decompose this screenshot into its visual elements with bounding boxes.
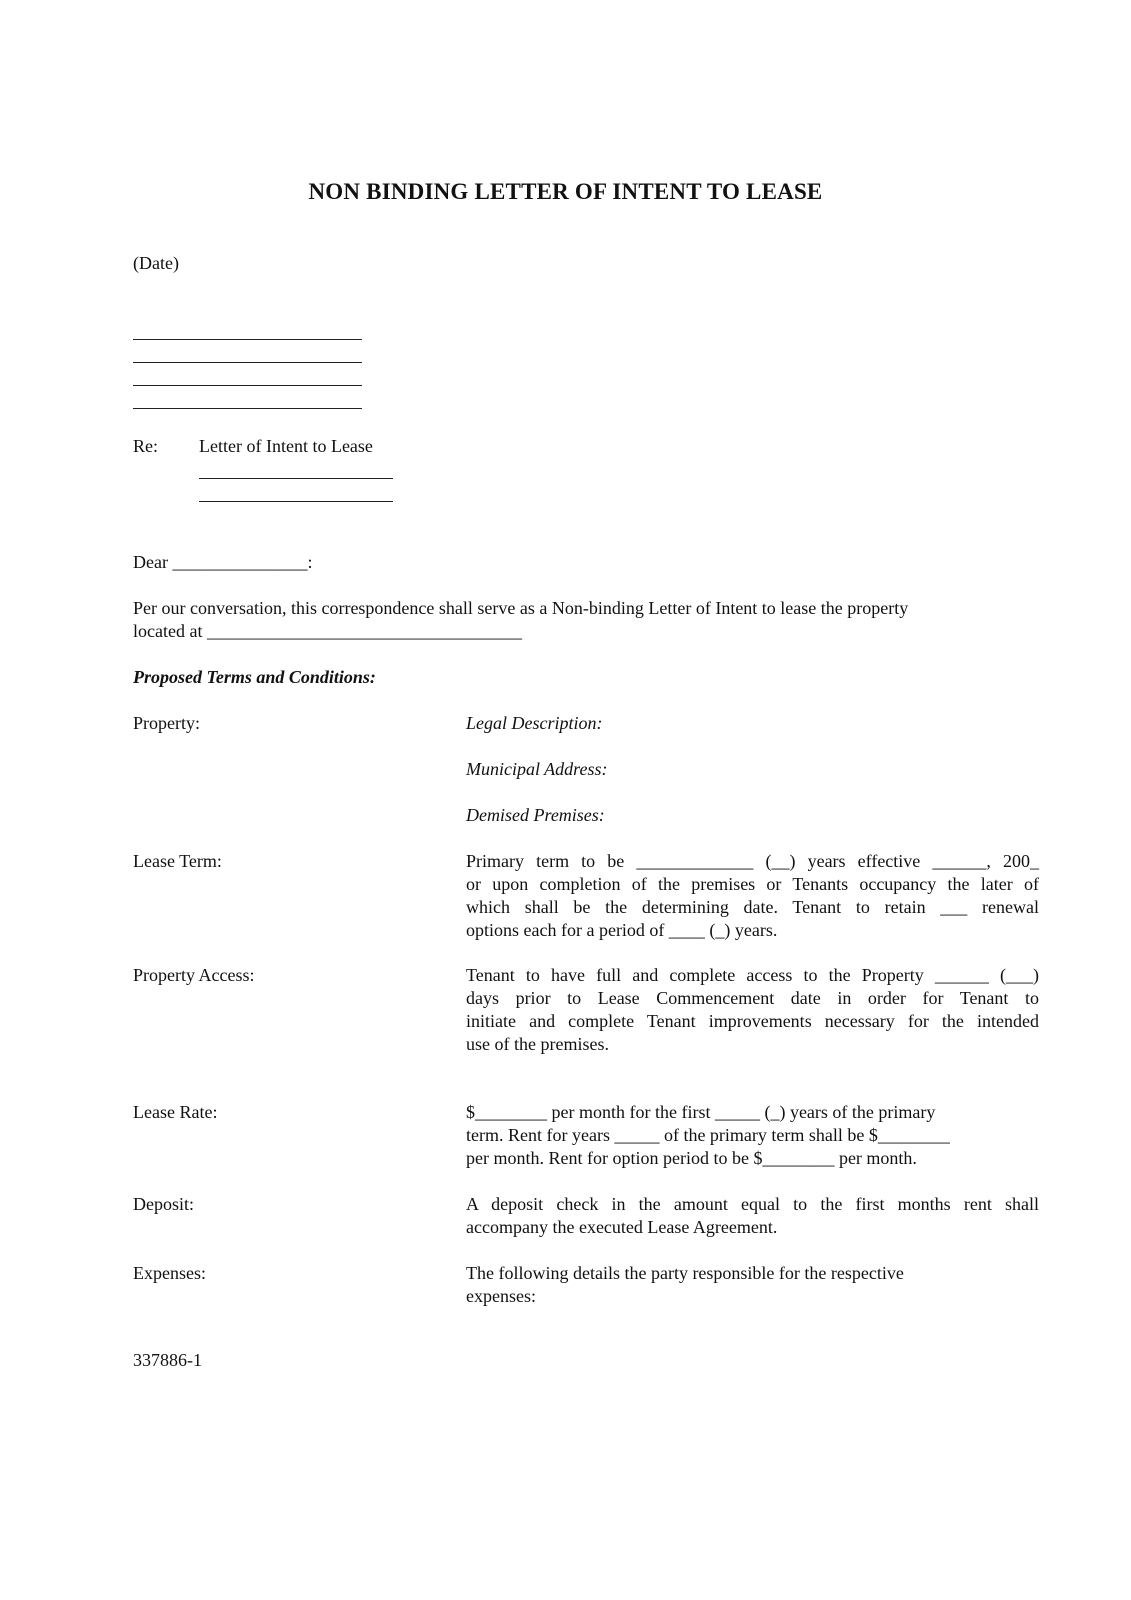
terms-heading: Proposed Terms and Conditions:: [133, 667, 376, 687]
document-title: NON BINDING LETTER OF INTENT TO LEASE: [308, 179, 823, 204]
lease-term-line-4: options each for a period of ____ (_) years.: [466, 920, 778, 940]
lease-term-line-1: Primary term to be _____________ (__) years effective ______, 200_: [466, 851, 1039, 871]
re-label: Re:: [133, 436, 158, 456]
re-subject: Letter of Intent to Lease: [199, 436, 373, 456]
deposit-line-2: accompany the executed Lease Agreement.: [466, 1217, 778, 1237]
demised-premises-label: Demised Premises:: [466, 805, 605, 825]
lease-rate-line-2: term. Rent for years _____ of the primary term shall be $________: [466, 1125, 950, 1145]
re-line-1: [199, 478, 393, 479]
legal-description-label: Legal Description:: [466, 713, 603, 733]
property-access-line-2: days prior to Lease Commencement date in order for Tenant to: [466, 988, 1039, 1008]
address-line-3: [133, 385, 362, 386]
property-access-line-1: Tenant to have full and complete access to the Property ______ (___): [466, 965, 1039, 985]
lease-term-line-3: which shall be the determining date. Tenant to retain ___ renewal: [466, 897, 1039, 917]
lease-rate-line-3: per month. Rent for option period to be $________ per month.: [466, 1148, 917, 1168]
deposit-label: Deposit:: [133, 1194, 194, 1214]
address-line-4: [133, 408, 362, 409]
re-line-2: [199, 501, 393, 502]
property-access-line-4: use of the premises.: [466, 1034, 609, 1054]
lease-rate-line-1: $________ per month for the first _____ (_) years of the primary: [466, 1102, 936, 1122]
date-placeholder: (Date): [133, 253, 179, 273]
expenses-label: Expenses:: [133, 1263, 206, 1283]
footer-document-code: 337886-1: [133, 1350, 202, 1370]
lease-term-line-2: or upon completion of the premises or Tenants occupancy the later of: [466, 874, 1039, 894]
intro-line-2: located at ___________________________________: [133, 621, 522, 641]
lease-term-label: Lease Term:: [133, 851, 222, 871]
municipal-address-label: Municipal Address:: [466, 759, 608, 779]
deposit-line-1: A deposit check in the amount equal to the first months rent shall: [466, 1194, 1039, 1214]
lease-rate-label: Lease Rate:: [133, 1102, 218, 1122]
address-line-1: [133, 339, 362, 340]
property-access-label: Property Access:: [133, 965, 255, 985]
expenses-line-1: The following details the party responsible for the respective: [466, 1263, 904, 1283]
expenses-line-2: expenses:: [466, 1286, 536, 1306]
address-line-2: [133, 362, 362, 363]
salutation: Dear _______________:: [133, 552, 313, 572]
property-access-line-3: initiate and complete Tenant improvements necessary for the intended: [466, 1011, 1039, 1031]
property-label: Property:: [133, 713, 200, 733]
intro-line-1: Per our conversation, this correspondence shall serve as a Non-binding Letter of Intent to lease the property: [133, 598, 909, 618]
